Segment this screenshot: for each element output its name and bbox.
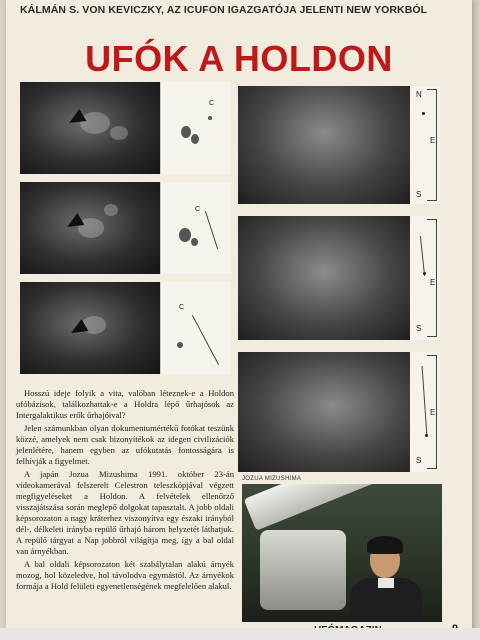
left-sketch-1: [160, 82, 231, 174]
article-paragraph: Hosszú ideje folyik a vita, valóban léteznek-e a Holdon ufóbázisok, találkozhattak-e a Holdra lépő űrhajósok az Intergalaktikus erők űrhajóival?: [16, 388, 234, 420]
left-sketch-3: [160, 282, 231, 374]
telescope-mount: [260, 530, 346, 610]
right-sketch-3: [410, 352, 440, 472]
right-moon-photo-1: [238, 86, 410, 204]
sketch-label: C: [179, 304, 185, 311]
page-edge: [0, 628, 480, 640]
article-paragraph: A bal oldali képsorozaton két szabálytalan alakú árnyék mozog, hol közeledve, hol távolodva egymástól. Az árnyékok formája a Hold felületi egyenetlenségének megfelelően alakul.: [16, 559, 234, 591]
photo-credit: JOZUA MIZUSHIMA: [242, 476, 302, 482]
right-sketch-2: [410, 216, 440, 340]
telescope-tube: [244, 484, 396, 531]
sketch-label: C: [195, 206, 201, 213]
right-moon-photo-3: [238, 352, 410, 472]
left-moon-photo-2: [20, 182, 160, 274]
right-moon-photo-2: [238, 216, 410, 340]
magazine-page: [6, 0, 472, 640]
compass-label: E: [430, 136, 436, 145]
article-paragraph: A japán Jozua Mizushima 1991. október 23-án videokamerával felszerelt Celestron teleszkópjával végzett megfigyeléseket a Holdon. A felvételek ellenőrző visszajátszása során meglepő dolgokat tapasztalt. A jobb oldali képsorozaton a nagy kráterhez viszonyítva egy északi irányból dél-, délkeleti irányba repülő űrhajó három helyzetét láthatjuk. A repülő tárgyat a Nap jobbról világítja meg, így a bal oldal van árnyékban.: [16, 469, 234, 556]
compass-label: N: [416, 90, 422, 99]
left-moon-photo-1: [20, 82, 160, 174]
compass-label: E: [430, 278, 436, 287]
article-kicker: KÁLMÁN S. VON KEVICZKY, AZ ICUFON IGAZGATÓJA JELENTI NEW YORKBÓL: [20, 4, 428, 16]
article-paragraph: Jelen számunkban olyan dokumentumértékű fotókat teszünk közzé, amelyek nem csak bizonyítékok az idegen civilizációk jelenlétére, hanem egyben az ufókutatás fontosságára is felhívják a figyelmet.: [16, 423, 234, 466]
compass-label: S: [416, 456, 422, 465]
article-body: [16, 388, 234, 594]
left-sketch-2: [160, 182, 231, 274]
compass-label: S: [416, 324, 422, 333]
compass-label: S: [416, 190, 422, 199]
right-sketch-1: [410, 86, 440, 204]
sketch-label: C: [209, 100, 215, 107]
compass-label: E: [430, 408, 436, 417]
article-title: UFÓK A HOLDON: [85, 38, 393, 79]
portrait-photo: [242, 484, 442, 622]
left-moon-photo-3: [20, 282, 160, 374]
